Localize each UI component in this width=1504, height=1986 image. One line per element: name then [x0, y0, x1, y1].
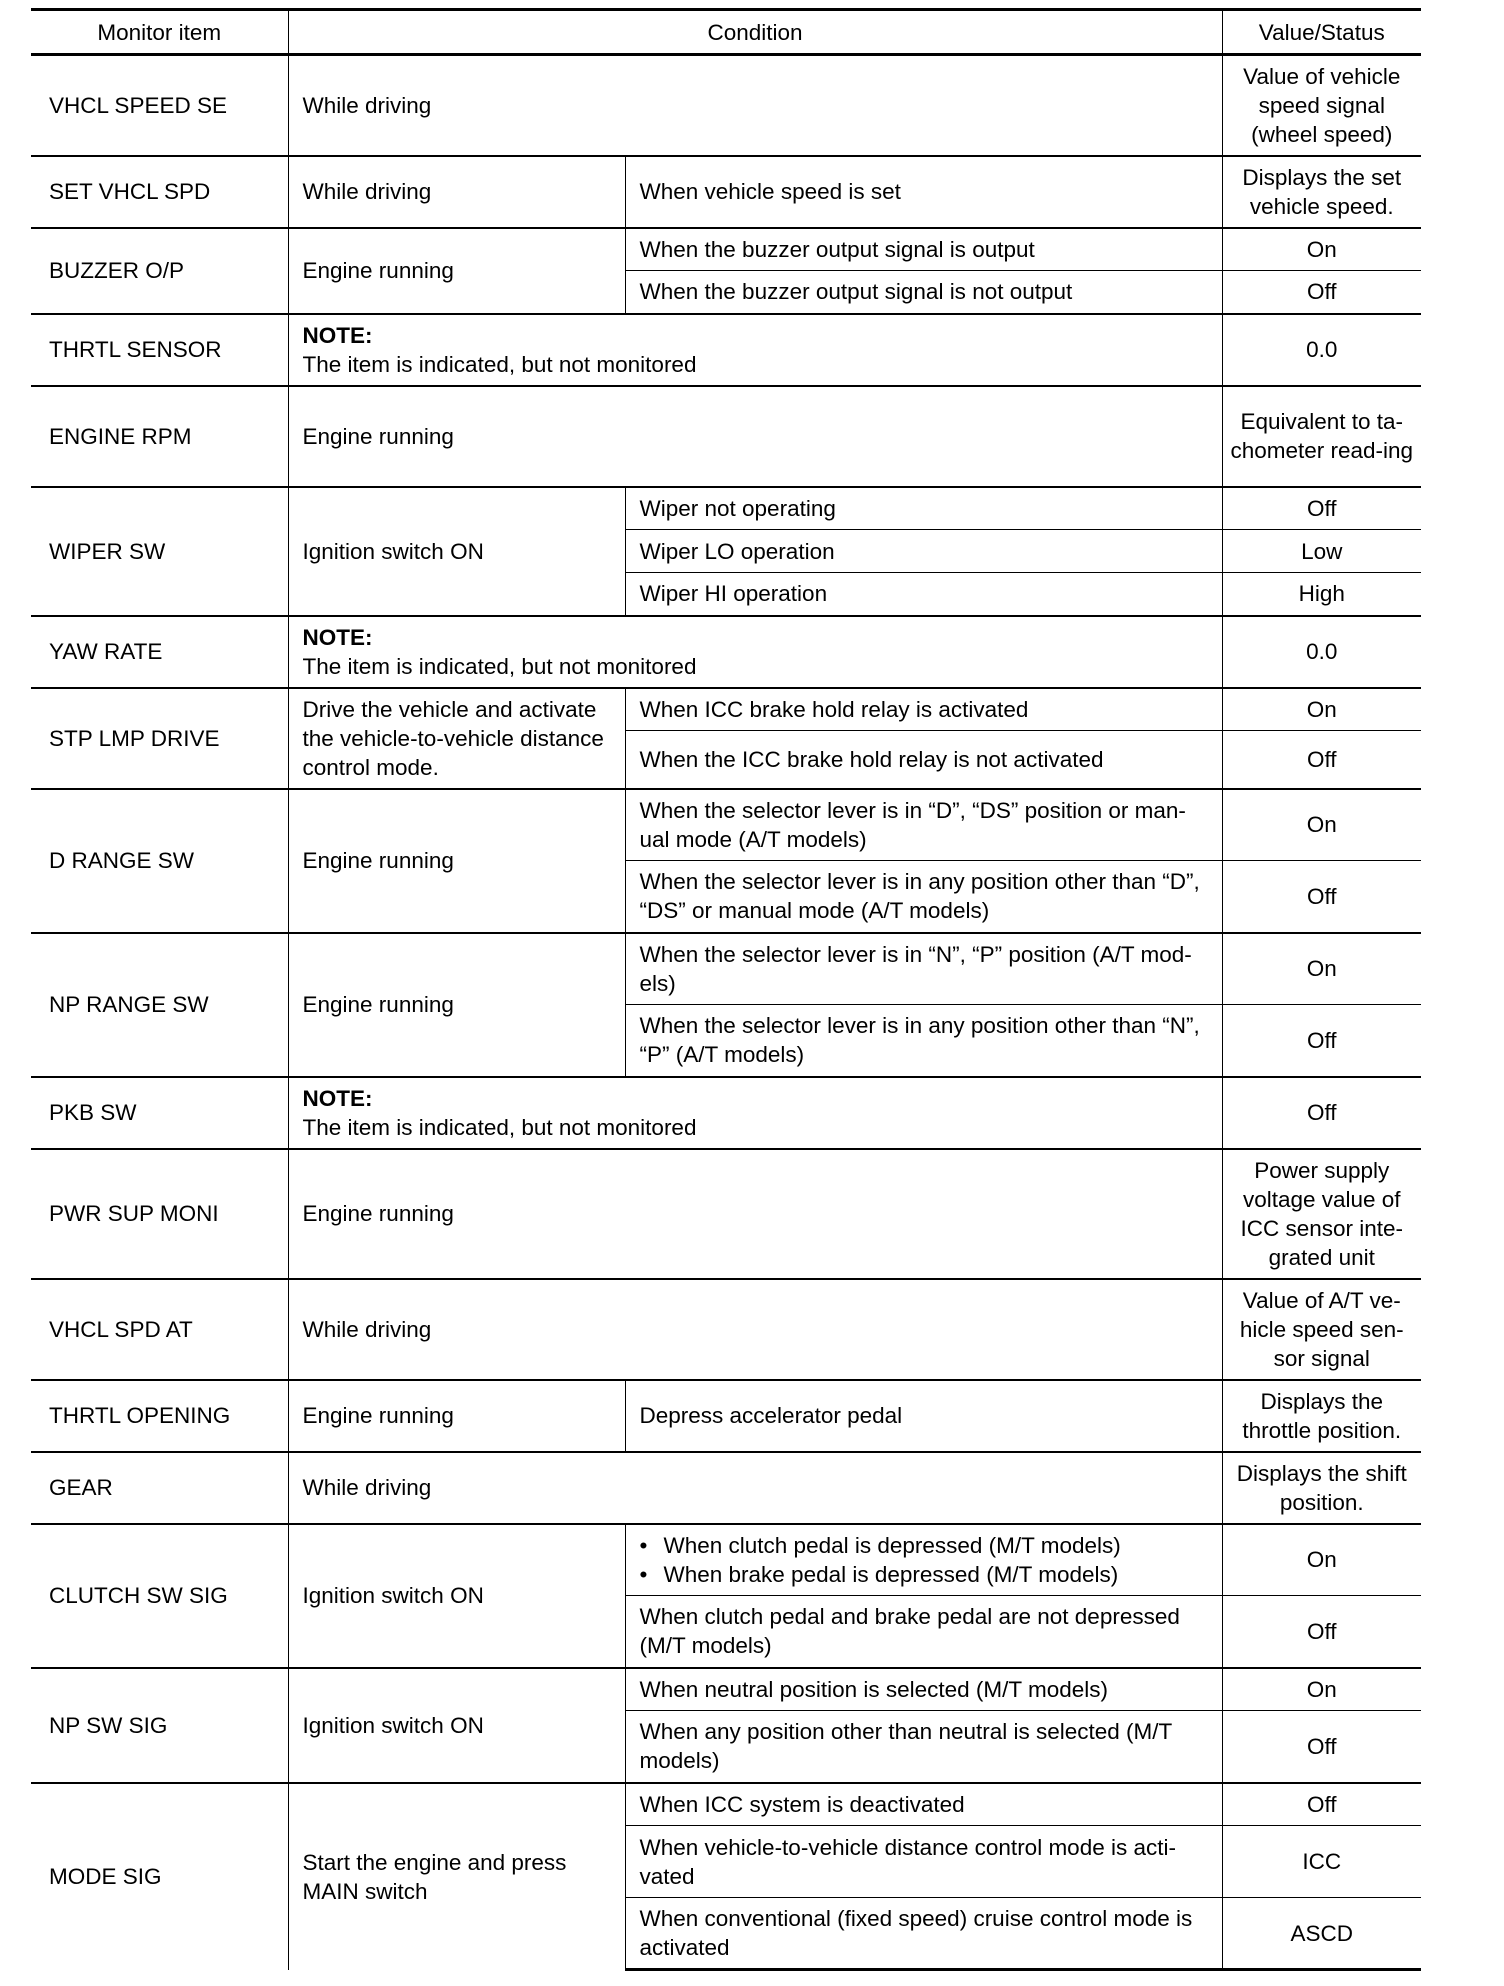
- monitor-item-cell: THRTL SENSOR: [31, 314, 288, 386]
- sub-condition-cell: Depress accelerator pedal: [625, 1380, 1222, 1452]
- condition-cell: While driving: [288, 156, 625, 228]
- note-cell: [288, 314, 1222, 386]
- monitor-item-cell: PKB SW: [31, 1077, 288, 1149]
- table-row: [31, 1279, 1421, 1380]
- sub-condition-cell: Wiper not operating: [625, 487, 1222, 530]
- condition-cell: Ignition switch ON: [288, 1524, 625, 1668]
- monitor-item-cell: D RANGE SW: [31, 789, 288, 933]
- condition-cell: Engine running: [288, 228, 625, 314]
- header-monitor-item: Monitor item: [31, 10, 288, 55]
- table-row: [31, 1452, 1421, 1524]
- sub-condition-cell: When the selector lever is in “N”, “P” position (A/T mod-els): [625, 933, 1222, 1005]
- note-text: The item is indicated, but not monitored: [302, 1114, 697, 1140]
- monitor-item-cell: VHCL SPD AT: [31, 1279, 288, 1380]
- table-row: [31, 314, 1421, 386]
- note-cell: [288, 1077, 1222, 1149]
- value-status-cell: Low: [1222, 530, 1421, 573]
- sub-condition-cell: When neutral position is selected (M/T models): [625, 1668, 1222, 1711]
- condition-cell: While driving: [288, 55, 1222, 156]
- value-status-cell: On: [1222, 789, 1421, 861]
- table-row: [31, 1668, 1421, 1711]
- condition-cell: Engine running: [288, 386, 1222, 487]
- condition-cell: Drive the vehicle and activate the vehicle-to-vehicle distance control mode.: [288, 688, 625, 789]
- value-status-cell: Off: [1222, 1005, 1421, 1077]
- table-row: [31, 688, 1421, 731]
- value-status-cell: Value of vehicle speed signal (wheel speed): [1222, 55, 1421, 156]
- value-status-cell: Off: [1222, 487, 1421, 530]
- value-status-cell: Off: [1222, 731, 1421, 789]
- table-row: [31, 1524, 1421, 1596]
- condition-cell: Engine running: [288, 1380, 625, 1452]
- monitor-item-table: [31, 8, 1421, 1971]
- value-status-cell: Value of A/T ve-hicle speed sen-sor signal: [1222, 1279, 1421, 1380]
- condition-cell: While driving: [288, 1279, 1222, 1380]
- sub-condition-cell: When ICC system is deactivated: [625, 1783, 1222, 1826]
- sub-condition-cell: When the selector lever is in “D”, “DS” position or man-ual mode (A/T models): [625, 789, 1222, 861]
- table-row: [31, 1149, 1421, 1279]
- monitor-item-cell: MODE SIG: [31, 1783, 288, 1970]
- value-status-cell: On: [1222, 1524, 1421, 1596]
- note-cell: [288, 616, 1222, 688]
- value-status-cell: On: [1222, 688, 1421, 731]
- monitor-item-cell: NP RANGE SW: [31, 933, 288, 1077]
- table-row: [31, 789, 1421, 861]
- sub-condition-cell: Wiper LO operation: [625, 530, 1222, 573]
- condition-cell: Ignition switch ON: [288, 1668, 625, 1783]
- bullet-text: When brake pedal is depressed (M/T models): [663, 1561, 1119, 1587]
- monitor-item-cell: NP SW SIG: [31, 1668, 288, 1783]
- condition-cell: Engine running: [288, 1149, 1222, 1279]
- value-status-cell: Displays the set vehicle speed.: [1222, 156, 1421, 228]
- monitor-item-cell: PWR SUP MONI: [31, 1149, 288, 1279]
- condition-cell: Engine running: [288, 933, 625, 1077]
- sub-condition-cell: When any position other than neutral is selected (M/T models): [625, 1711, 1222, 1783]
- monitor-item-cell: WIPER SW: [31, 487, 288, 616]
- value-status-cell: Off: [1222, 271, 1421, 314]
- condition-cell: Ignition switch ON: [288, 487, 625, 616]
- sub-condition-cell: When vehicle-to-vehicle distance control mode is acti-vated: [625, 1826, 1222, 1898]
- bullet-text: When clutch pedal is depressed (M/T models): [663, 1532, 1121, 1558]
- value-status-cell: ASCD: [1222, 1898, 1421, 1970]
- value-status-cell: 0.0: [1222, 314, 1421, 386]
- monitor-item-cell: STP LMP DRIVE: [31, 688, 288, 789]
- bullet-icon: •: [639, 1561, 648, 1587]
- table-row: [31, 228, 1421, 271]
- note-title: NOTE:: [302, 322, 373, 348]
- value-status-cell: Off: [1222, 861, 1421, 933]
- table-header-row: [31, 10, 1421, 55]
- value-status-cell: Off: [1222, 1077, 1421, 1149]
- monitor-item-cell: THRTL OPENING: [31, 1380, 288, 1452]
- value-status-cell: ICC: [1222, 1826, 1421, 1898]
- monitor-item-cell: YAW RATE: [31, 616, 288, 688]
- note-text: The item is indicated, but not monitored: [302, 351, 697, 377]
- table-row: [31, 1783, 1421, 1826]
- value-status-cell: On: [1222, 228, 1421, 271]
- value-status-cell: Off: [1222, 1783, 1421, 1826]
- table-row: [31, 1380, 1421, 1452]
- value-status-cell: Displays the shift position.: [1222, 1452, 1421, 1524]
- sub-condition-cell: When ICC brake hold relay is activated: [625, 688, 1222, 731]
- header-condition: Condition: [288, 10, 1222, 55]
- table-row: [31, 55, 1421, 156]
- value-status-cell: High: [1222, 573, 1421, 616]
- condition-cell: Start the engine and press MAIN switch: [288, 1783, 625, 1970]
- table-row: [31, 487, 1421, 530]
- table-row: [31, 1077, 1421, 1149]
- sub-condition-cell: Wiper HI operation: [625, 573, 1222, 616]
- note-title: NOTE:: [302, 624, 373, 650]
- table-row: [31, 616, 1421, 688]
- condition-cell: While driving: [288, 1452, 1222, 1524]
- monitor-item-cell: BUZZER O/P: [31, 228, 288, 314]
- table-row: [31, 933, 1421, 1005]
- value-status-cell: Off: [1222, 1596, 1421, 1668]
- value-status-cell: Power supply voltage value of ICC sensor inte-grated unit: [1222, 1149, 1421, 1279]
- monitor-item-cell: VHCL SPEED SE: [31, 55, 288, 156]
- sub-condition-cell: When the buzzer output signal is not output: [625, 271, 1222, 314]
- value-status-cell: On: [1222, 1668, 1421, 1711]
- value-status-cell: 0.0: [1222, 616, 1421, 688]
- sub-condition-cell: When conventional (fixed speed) cruise control mode is activated: [625, 1898, 1222, 1970]
- monitor-item-cell: GEAR: [31, 1452, 288, 1524]
- sub-condition-cell: [625, 1524, 1222, 1596]
- value-status-cell: Displays the throttle position.: [1222, 1380, 1421, 1452]
- value-status-cell: Equivalent to ta-chometer read-ing: [1222, 386, 1421, 487]
- monitor-item-cell: CLUTCH SW SIG: [31, 1524, 288, 1668]
- value-status-cell: On: [1222, 933, 1421, 1005]
- header-value-status: Value/Status: [1222, 10, 1421, 55]
- monitor-item-cell: ENGINE RPM: [31, 386, 288, 487]
- sub-condition-cell: When the buzzer output signal is output: [625, 228, 1222, 271]
- table-row: [31, 156, 1421, 228]
- sub-condition-cell: When the selector lever is in any position other than “N”, “P” (A/T models): [625, 1005, 1222, 1077]
- value-status-cell: Off: [1222, 1711, 1421, 1783]
- bullet-icon: •: [639, 1532, 648, 1558]
- note-title: NOTE:: [302, 1085, 373, 1111]
- bullet-item: [640, 1560, 1208, 1589]
- condition-cell: Engine running: [288, 789, 625, 933]
- sub-condition-cell: When clutch pedal and brake pedal are not depressed (M/T models): [625, 1596, 1222, 1668]
- bullet-item: [640, 1531, 1208, 1560]
- sub-condition-cell: When the ICC brake hold relay is not activated: [625, 731, 1222, 789]
- monitor-item-cell: SET VHCL SPD: [31, 156, 288, 228]
- note-text: The item is indicated, but not monitored: [302, 653, 697, 679]
- sub-condition-cell: When the selector lever is in any position other than “D”, “DS” or manual mode (A/T models): [625, 861, 1222, 933]
- sub-condition-cell: When vehicle speed is set: [625, 156, 1222, 228]
- table-row: [31, 386, 1421, 487]
